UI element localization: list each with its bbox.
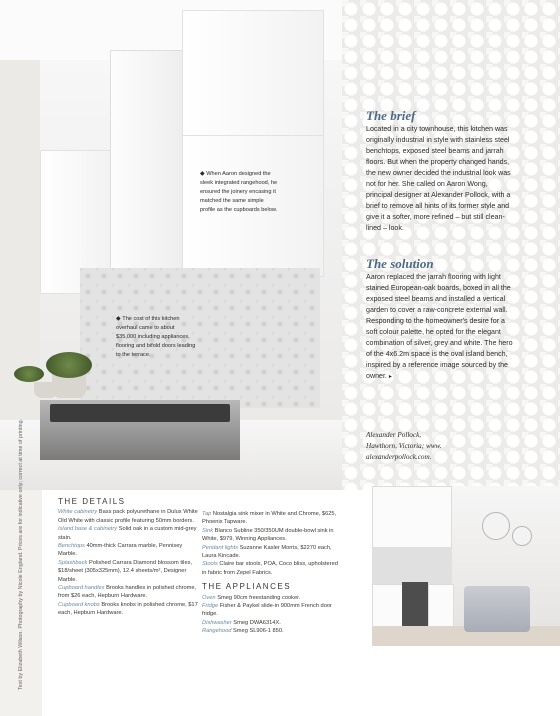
detail-item: Island base & cabinetry Solid oak in a custom mid-grey stain. — [58, 526, 197, 541]
appliance-item: Dishwasher Smeg DWA6314X. — [202, 619, 281, 626]
lower-cabinets-right — [428, 584, 454, 630]
detail-item: Splashback Polished Carrara Diamond blossom tiles, $18/sheet (305x325mm), 12.4 sheets/m², Designer Marble. — [58, 559, 193, 583]
appliance-item: Rangehood Smeg SL906-1 850. — [202, 628, 284, 635]
pendant-light — [482, 512, 510, 540]
brief-section — [366, 108, 516, 234]
bullet-icon: ◆ — [116, 316, 123, 322]
brief-heading: The brief — [366, 108, 416, 123]
solution-text: Aaron replaced the jarrah flooring with light stained European-oak boards, boxed in all the exposed steel beams and installed a vertical garden to cover a raw-concrete external wall. Responding to the homeowner's desire for a soft colour palette, he opted for the elegant combination of silver, grey and white. The hero of the 4x6.2m space is the oval island bench, inspired by a reference image sourced by the owner. ▸ — [366, 273, 513, 380]
continue-arrow-icon: ▸ — [388, 374, 392, 380]
white-area — [372, 646, 560, 716]
plant-small — [14, 366, 44, 382]
appliance-item: Fridge Fisher & Paykel slide-in 900mm French door fridge. — [202, 603, 332, 618]
designer-location: Hawthorn, Victoria; www. — [366, 442, 442, 450]
detail-item: Pendant lights Suzanne Kasler Morris, $2270 each, Laura Kincade. — [202, 544, 332, 560]
rangehood — [110, 50, 184, 287]
pendant-light — [512, 526, 532, 546]
detail-item: White cabinetry Bass pack polyurethane in Dulux White Old White with classic profile featuring 50mm borders. — [58, 509, 198, 524]
detail-item: Benchtops 40mm-thick Carrara marble, Pennisey Marble. — [58, 543, 183, 558]
annotation-rangehood: ◆ When Aaron designed the sleek integrated rangehood, he ensured the joinery encasing it matched the same simple profile as the cupboards below. — [200, 171, 278, 213]
bullet-icon: ◆ — [200, 171, 207, 177]
oval-island — [464, 586, 530, 632]
kitchen-photo-main — [0, 0, 342, 490]
appliance-item: Oven Smeg 90cm freestanding cooker. — [202, 594, 301, 601]
brief-text: Located in a city townhouse, this kitchen was originally industrial in style with stainless steel benchtops, exposed steel beams and jarrah floors. But when the property changed hands, the new owner decided the industrial look was not for her. She called on Aaron Wong, principal designer at Alexander Pollock, with a brief to remove all hints of its former style and give it a softer, more refined – but still clean-lined – look. — [366, 125, 511, 232]
solution-section — [366, 256, 516, 383]
bowl — [34, 382, 58, 398]
annotation-cost: ◆ The cost of this kitchen overhaul came to about $35,000 including appliances, flooring and bifold doors leading to the terrace. — [116, 316, 196, 358]
designer-name: Alexander Pollock, — [366, 431, 422, 439]
detail-item: Cupboard handles Brooks handles in polished chrome, from $26 each, Hepburn Hardware. — [58, 585, 197, 600]
hex-tile-background — [342, 0, 560, 490]
upper-cabinet-top — [182, 10, 324, 137]
upper-cabinets — [372, 486, 452, 548]
solution-heading: The solution — [366, 256, 434, 271]
appliances-title: THE APPLIANCES — [202, 582, 292, 592]
detail-item: Sink Blanco Subline 350/350UM double-bowl sink in White, $979, Winning Appliances. — [202, 527, 334, 543]
oven — [402, 582, 428, 626]
detail-item: Stools Claire bar stools, POA, Coco bliss, upholstered in fabric from Zepel Fabrics. — [202, 561, 338, 576]
detail-item: Tap Nostalgia sink mixer in White and Chrome, $625, Phoenix Tapware. — [202, 511, 337, 526]
cooktop — [50, 404, 230, 422]
designer-credit — [366, 430, 516, 463]
plant-bush — [46, 352, 92, 378]
designer-website: alexanderpollock.com. — [366, 453, 432, 461]
detail-item: Cupboard knobs Brooks knobs in polished chrome, $17 each, Hepburn Hardware. — [58, 601, 198, 617]
details-title: THE DETAILS — [58, 497, 126, 506]
lower-cabinets — [372, 584, 404, 630]
kitchen-photo-small — [372, 486, 560, 646]
details-column-2 — [202, 510, 342, 636]
splashback — [372, 546, 452, 584]
details-column-1 — [58, 498, 198, 618]
photo-credit: Text by Elizabeth Wilson. Photography by Nicole England. Prices are for indicative only; correct at time of printing. — [18, 418, 24, 690]
